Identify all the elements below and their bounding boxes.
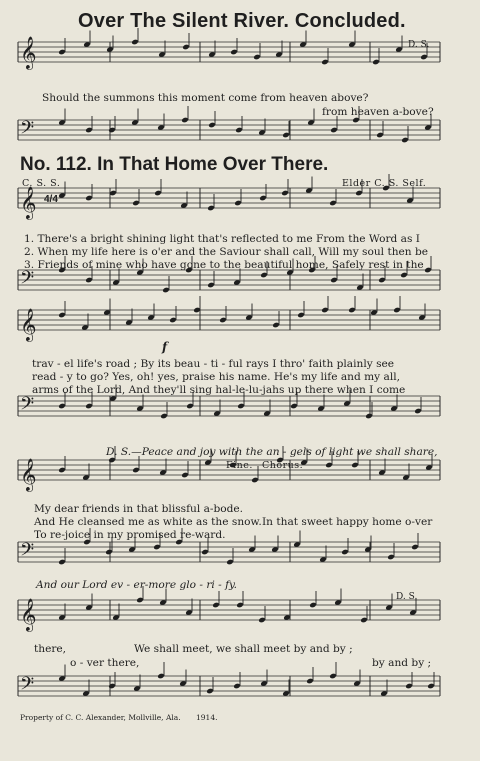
chorus-lyric: In that sweet happy home o-ver: [262, 516, 433, 528]
page-title: Over The Silent River. Concluded.: [78, 10, 406, 32]
bass-clef-icon: 𝄢: [20, 674, 35, 699]
treble-clef-icon: 𝄞: [20, 598, 37, 631]
chorus-marking: Chorus.: [262, 460, 304, 471]
verse-1-line-2: trav - el life's road ; By its beau - ti - ful rays I thro' faith plainly see: [32, 358, 395, 370]
bass-lyric-line: And our Lord ev - er-more glo - ri - fy.: [36, 579, 237, 591]
ds-lyric-line: D. S.—Peace and joy with the an - gels of light we shall share,: [106, 446, 438, 458]
last-lyric-meet: We shall meet, we shall meet by and by ;: [134, 643, 353, 655]
dynamic-forte: f: [162, 340, 168, 354]
ds-marking-top: D. S.: [408, 40, 430, 50]
treble-clef-icon: 𝄞: [20, 458, 37, 491]
bass-clef-icon: 𝄢: [20, 540, 35, 565]
last-lyric-by-and-by: by and by ;: [372, 657, 432, 669]
treble-clef-icon: 𝄞: [20, 36, 37, 69]
last-lyric-there: there,: [34, 643, 67, 655]
verse-3-line-1: 3. Friends of mine who have gone to the beautiful home, Safely rest in the: [24, 259, 424, 271]
time-signature-text: 4/4: [44, 194, 58, 205]
ds-marking-bottom: D. S.: [396, 592, 418, 602]
lyric-line-section1: Should the summons this moment come from heaven above?: [42, 92, 369, 104]
fine-marking: Fine.: [226, 460, 253, 471]
bass-clef-icon: 𝄢: [20, 268, 35, 293]
footer-year: 1914.: [196, 713, 218, 722]
footer-property: Property of C. C. Alexander, Mollville, Ala.: [20, 713, 181, 722]
author-credit: Elder C. S. Self.: [342, 178, 427, 189]
time-signature-treble: [44, 195, 58, 204]
verse-2-line-1: 2. When my life here is o'er and the Saviour shall call, Will my soul then be: [24, 246, 429, 258]
verse-3-line-2: arms of the Lord, And they'll sing hal-le-lu-jahs up there when I come: [32, 384, 406, 396]
last-lyric-over-there: o - ver there,: [70, 657, 140, 669]
bass-clef-icon: 𝄢: [20, 394, 35, 419]
lyric-line-section1-response: from heaven a-bove?: [322, 106, 434, 118]
treble-clef-icon: 𝄞: [20, 186, 37, 219]
verse-2-line-3: And He cleansed me as white as the snow.: [34, 516, 262, 528]
composer-initials: C. S. S.: [22, 178, 61, 189]
hymn-title: No. 112. In That Home Over There.: [20, 154, 329, 175]
verse-1-line-1: 1. There's a bright shining light that's reflected to me From the Word as I: [24, 233, 420, 245]
bass-clef-icon: 𝄢: [20, 118, 35, 143]
verse-1-line-3: My dear friends in that blissful a-bode.: [34, 503, 244, 515]
verse-2-line-2: read - y to go? Yes, oh! yes, praise his name. He's my life and my all,: [32, 371, 400, 383]
verse-3-line-3: To re-joice in my promised re-ward.: [34, 529, 226, 541]
treble-clef-icon: 𝄞: [20, 308, 37, 341]
